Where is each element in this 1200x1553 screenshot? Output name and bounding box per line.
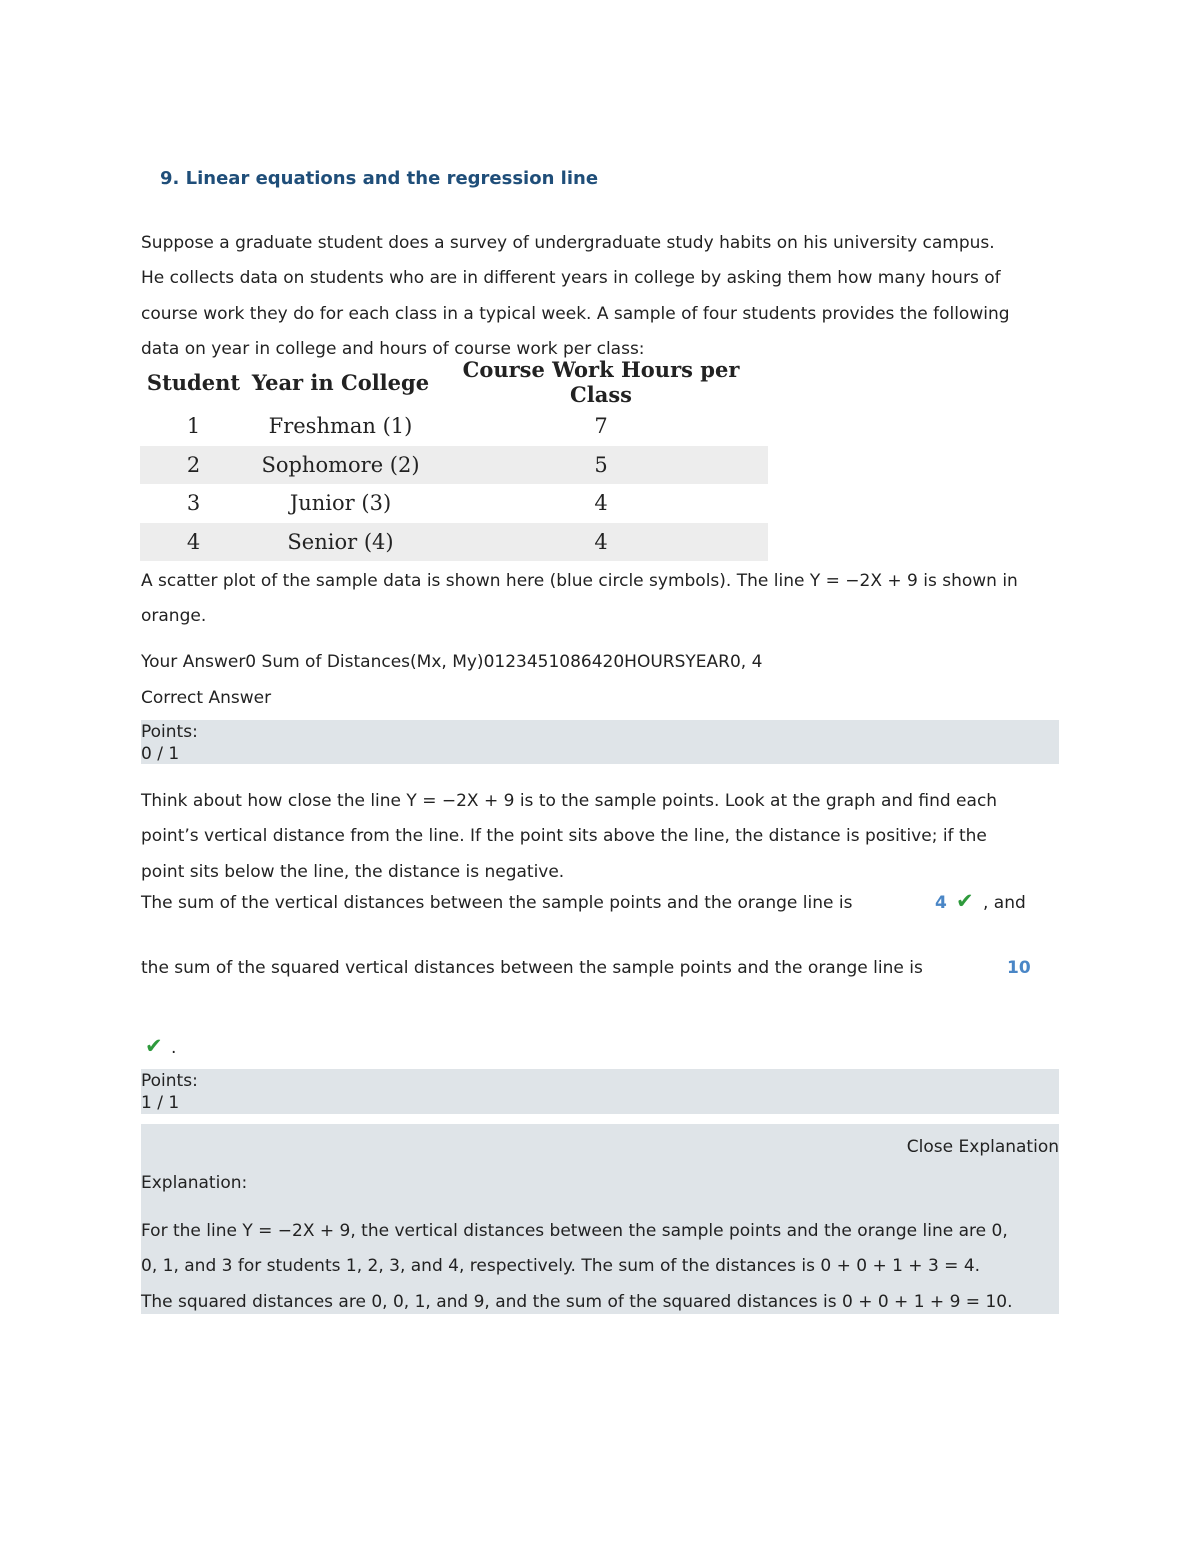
your-answer: Your Answer0 Sum of Distances(Mx, My)0123451086420HOURSYEAR0, 4 [141,652,763,672]
explanation-line: The squared distances are 0, 0, 1, and 9, and the sum of the squared distances is 0 + 0 + 1 + 9 = 10. [141,1291,1013,1312]
sum-question: The sum of the vertical distances between the sample points and the orange line is [141,893,853,913]
close-explanation-link[interactable]: Close Explanation [906,1137,1059,1157]
points-label: Points: [141,722,198,742]
table-row [140,446,768,485]
scatter-description [141,564,1071,635]
squared-answer: 10 [1007,958,1031,978]
explanation-text [141,1214,1071,1320]
table-cell: 4 [140,523,247,562]
table-cell: 4 [434,523,768,562]
table-cell: Junior (3) [289,491,392,516]
period: . [171,1038,177,1058]
table-row [140,407,768,446]
think-line: point’s vertical distance from the line. If the point sits above the line, the distance is positive; if the [141,826,987,847]
correct-answer-label: Correct Answer [141,688,272,708]
table-cell: 5 [434,446,768,485]
scatter-line: A scatter plot of the sample data is shown here (blue circle symbols). The line Y = −2X + 9 is shown in [141,571,1018,591]
table-row [140,484,768,523]
think-line: Think about how close the line Y = −2X + 9 is to the sample points. Look at the graph and find each [141,791,998,811]
table-cell: Senior (4) [247,523,434,562]
scatter-line: orange. [141,606,207,627]
explanation-box [141,1124,1059,1314]
table-header: Course Work Hours per Class [462,357,740,407]
sum-answer: 4 [935,893,947,913]
points-value: 1 / 1 [141,1093,180,1113]
squared-question: the sum of the squared vertical distances between the sample points and the orange line is [141,958,923,978]
table-row [140,523,768,562]
table-header: Year in College [251,369,430,395]
explanation-line: For the line Y = −2X + 9, the vertical distances between the sample points and the orange line are 0, [141,1221,1008,1241]
table-header: Student [146,369,241,395]
explanation-label: Explanation: [141,1173,248,1193]
points-box [141,1069,1059,1114]
table-cell: 4 [594,491,608,516]
check-icon: ✔ [145,1034,163,1058]
think-text [141,784,1071,890]
intro-line: data on year in college and hours of course work per class: [141,338,645,359]
think-line: point sits below the line, the distance is negative. [141,861,565,882]
question-intro [141,226,1071,367]
intro-line: Suppose a graduate student does a survey of undergraduate study habits on his university campus. [141,233,995,253]
points-label: Points: [141,1071,198,1091]
table-cell: 1 [186,414,201,439]
points-box [141,720,1059,764]
sum-suffix: , and [983,893,1026,913]
table-header-row [140,357,768,407]
check-icon: ✔ [956,889,974,913]
table-cell: Freshman (1) [268,414,413,439]
points-value: 0 / 1 [141,744,180,764]
question-title: 9. Linear equations and the regression line [160,168,599,189]
table-cell: 7 [594,414,608,439]
table-cell: Sophomore (2) [247,446,434,485]
explanation-line: 0, 1, and 3 for students 1, 2, 3, and 4, respectively. The sum of the distances is 0 + 0 + 1 + 3 = 4. [141,1256,981,1277]
data-table [140,357,768,561]
table-cell: 2 [140,446,247,485]
table-cell: 3 [186,491,201,516]
intro-line: course work they do for each class in a typical week. A sample of four students provides the following [141,303,1010,324]
intro-line: He collects data on students who are in different years in college by asking them how many hours of [141,268,1001,289]
